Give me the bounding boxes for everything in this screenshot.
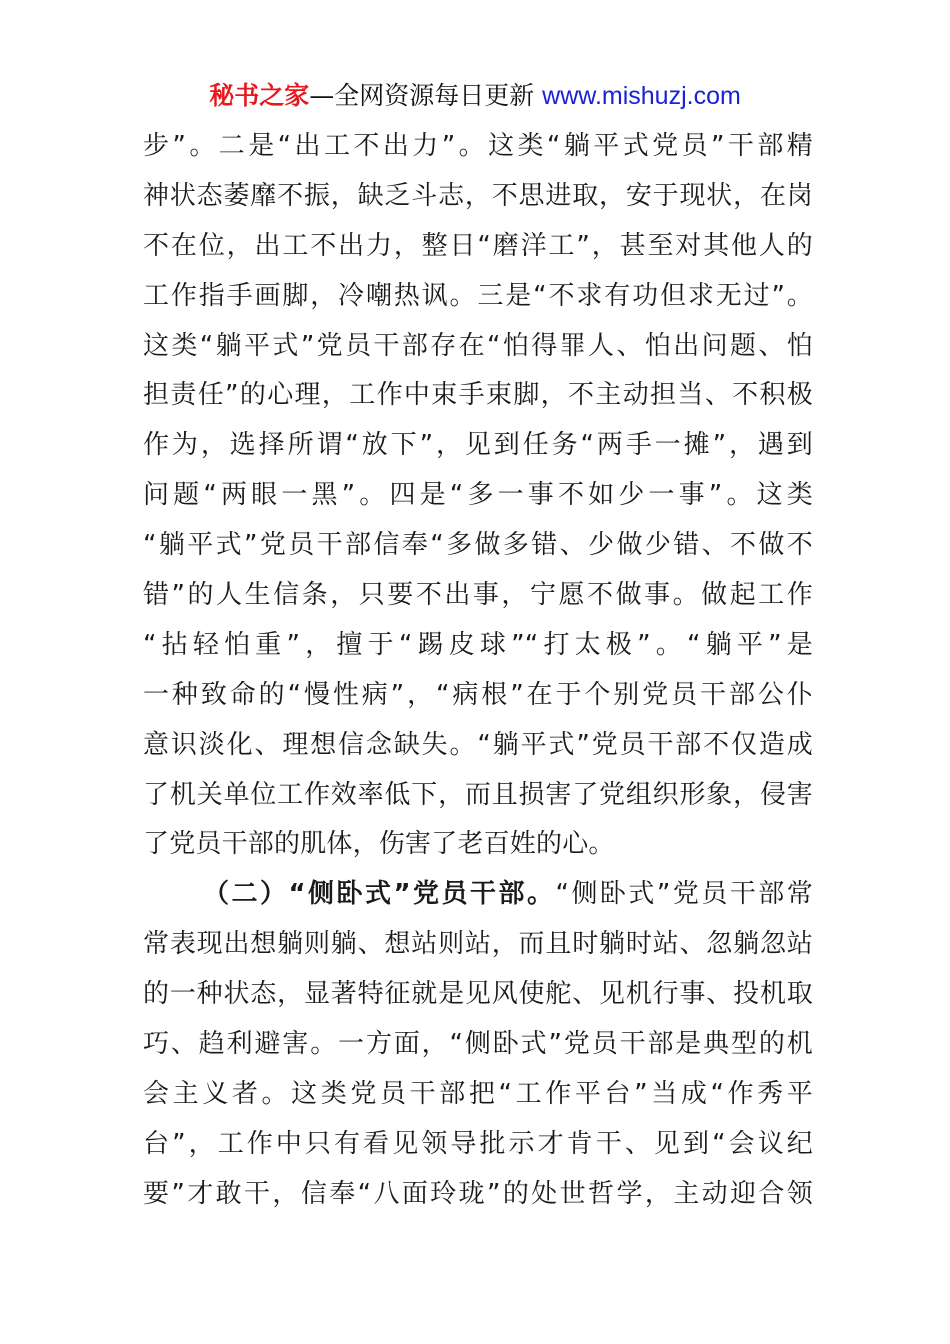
page-header	[0, 80, 950, 112]
text-line: 作为，选择所谓“放下”，见到任务“两手一摊”，遇到	[143, 430, 813, 461]
text-line: 步”。二是“出工不出力”。这类“躺平式党员”干部精	[143, 131, 813, 161]
text-line: 意识淡化、理想信念缺失。“躺平式”党员干部不仅造成	[143, 729, 813, 760]
text-line: 不在位，出工不出力，整日“磨洋工”，甚至对其他人的	[143, 230, 813, 261]
brand-name: 秘书之家	[209, 81, 310, 110]
section-heading: （二）“侧卧式”党员干部。	[203, 879, 556, 910]
text-line: 担责任”的心理，工作中束手束脚，不主动担当、不积极	[143, 380, 813, 411]
text-line: 台”，工作中只有看见领导批示才肯干、见到“会议纪	[143, 1128, 813, 1159]
text-line: 常表现出想躺则躺、想站则站，而且时躺时站、忽躺忽站	[143, 929, 813, 960]
text-line: 一种致命的“慢性病”，“病根”在于个别党员干部公仆	[143, 679, 813, 710]
text-line: 了机关单位工作效率低下，而且损害了党组织形象，侵害	[143, 779, 813, 810]
text-line: 错”的人生信条，只要不出事，宁愿不做事。做起工作	[143, 580, 813, 611]
text-line: 巧、趋利避害。一方面，“侧卧式”党员干部是典型的机	[143, 1029, 813, 1060]
text-line: “躺平式”党员干部信奉“多做多错、少做少错、不做不	[143, 530, 813, 561]
text-line: 问题“两眼一黑”。四是“多一事不如少一事”。这类	[143, 480, 813, 511]
section-heading-rest: “侧卧式”党员干部常	[555, 879, 813, 910]
text-line: 神状态萎靡不振，缺乏斗志，不思进取，安于现状，在岗	[143, 180, 813, 211]
text-line: 工作指手画脚，冷嘲热讽。三是“不求有功但求无过”。	[143, 280, 813, 311]
document-body	[143, 122, 813, 1220]
text-line: 的一种状态，显著特征就是见风使舵、见机行事、投机取	[143, 979, 813, 1010]
text-line: 要”才敢干，信奉“八面玲珑”的处世哲学，主动迎合领	[143, 1178, 813, 1209]
text-line: 这类“躺平式”党员干部存在“怕得罪人、怕出问题、怕	[143, 330, 813, 361]
text-line: “拈轻怕重”，擅于“踢皮球”“打太极”。“躺平”是	[143, 629, 813, 660]
text-line: 了党员干部的肌体，伤害了老百姓的心。	[143, 829, 615, 860]
section-heading-line	[143, 870, 813, 920]
header-tagline: —全网资源每日更新	[309, 81, 543, 110]
site-url[interactable]: www.mishuzj.com	[542, 82, 741, 110]
text-line: 会主义者。这类党员干部把“工作平台”当成“作秀平	[143, 1078, 813, 1109]
